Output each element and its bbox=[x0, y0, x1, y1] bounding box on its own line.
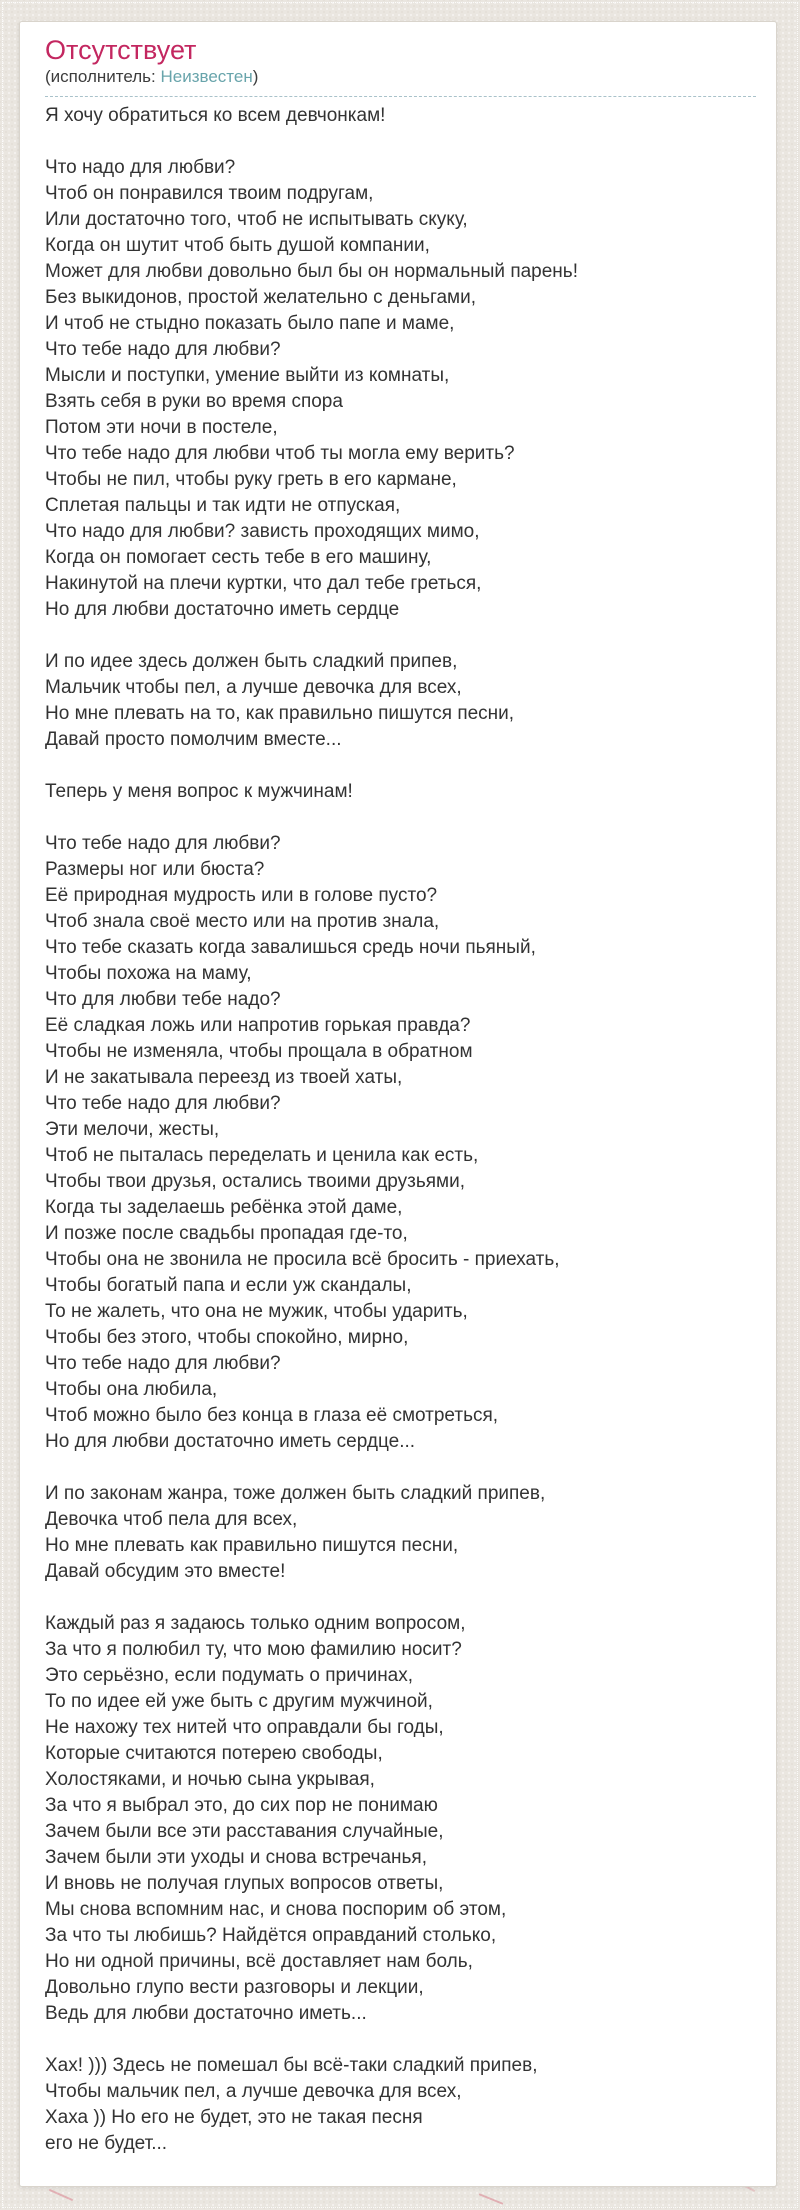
stanza: Что тебе надо для любви? Размеры ног или бюста? Её природная мудрость или в голове пусто? Чтоб знала своё место или на против знала, Что тебе сказать когда завалишься средь ночи пьяный, Чтобы похожа на маму, Что для любви тебе надо? Её сладкая ложь или напротив горькая правда? Чтобы не изменяла, чтобы прощала в обратном И не закатывала переезд из твоей хаты, Что тебе надо для любви? Эти мелочи, жесты, Чтоб не пыталась переделать и ценила как есть, Чтобы твои друзья, остались твоими друзьями, Когда ты заделаешь ребёнка этой даме, И позже после свадьбы пропадая где-то, Чтобы она не звонила не просила всё бросить - приехать, Чтобы богатый папа и если уж скандалы, То не жалеть, что она не мужик, чтобы ударить, Чтобы без этого, чтобы спокойно, мирно, Что тебе надо для любви? Чтобы она любила, Чтоб можно было без конца в глаза её смотреться, Но для любви достаточно иметь сердце... bbox=[45, 833, 560, 1452]
song-title: Отсутствует bbox=[45, 35, 197, 65]
stanza: Что надо для любви? Чтоб он понравился твоим подругам, Или достаточно того, чтоб не испытывать скуку, Когда он шутит чтоб быть душой компании, Может для любви довольно был бы он нормальный парень! Без выкидонов, простой желательно с деньгами, И чтоб не стыдно показать было папе и маме, Что тебе надо для любви? Мысли и поступки, умение выйти из комнаты, Взять себя в руки во время спора Потом эти ночи в постеле, Что тебе надо для любви чтоб ты могла ему верить? Чтобы не пил, чтобы руку греть в его кармане, Сплетая пальцы и так идти не отпуская, Что надо для любви? зависть проходящих мимо, Когда он помогает сесть тебе в его машину, Накинутой на плечи куртки, что дал тебе греться, Но для любви достаточно иметь сердце bbox=[45, 157, 578, 620]
artist-link[interactable]: Неизвестен bbox=[160, 67, 253, 86]
lyrics-text bbox=[45, 97, 756, 2157]
lyrics-card bbox=[19, 21, 777, 2187]
stitch-mark bbox=[49, 2189, 74, 2201]
stanza: Теперь у меня вопрос к мужчинам! bbox=[45, 781, 353, 802]
stanza: Хах! ))) Здесь не помешал бы всё-таки сладкий припев, Чтобы мальчик пел, а лучше девочка для всех, Хаха )) Но его не будет, это не такая песня его не будет... bbox=[45, 2055, 538, 2154]
artist-label: (исполнитель: bbox=[45, 67, 161, 86]
artist-close-paren: ) bbox=[252, 67, 259, 86]
stanza: Я хочу обратиться ко всем девчонкам! bbox=[45, 105, 386, 126]
stanza: Каждый раз я задаюсь только одним вопросом, За что я полюбил ту, что мою фамилию носит? Это серьёзно, если подумать о причинах, То по идее ей уже быть с другим мужчиной, Не нахожу тех нитей что оправдали бы годы, Которые считаются потерею свободы, Холостяками, и ночью сына укрывая, За что я выбрал это, до сих пор не понимаю Зачем были все эти расставания случайные, Зачем были эти уходы и снова встречанья, И вновь не получая глупых вопросов ответы, Мы снова вспомним нас, и снова поспорим об этом, За что ты любишь? Найдётся оправданий столько, Но ни одной причины, всё доставляет нам боль, Довольно глупо вести разговоры и лекции, Ведь для любви достаточно иметь... bbox=[45, 1613, 507, 2024]
artist-line bbox=[45, 67, 756, 97]
stitch-mark bbox=[479, 2193, 504, 2205]
stanza: И по идее здесь должен быть сладкий припев, Мальчик чтобы пел, а лучше девочка для всех, Но мне плевать на то, как правильно пишутся песни, Давай просто помолчим вместе... bbox=[45, 651, 515, 750]
stanza: И по законам жанра, тоже должен быть сладкий припев, Девочка чтоб пела для всех, Но мне плевать как правильно пишутся песни, Давай обсудим это вместе! bbox=[45, 1483, 546, 1582]
